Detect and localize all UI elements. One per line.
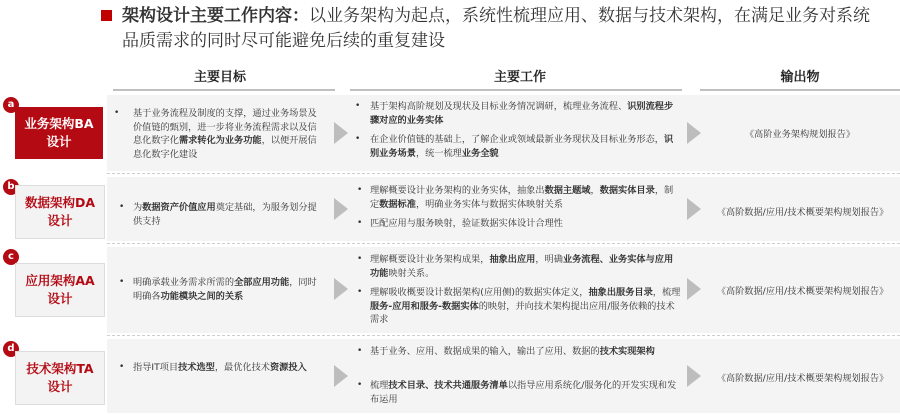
header-rule-output xyxy=(700,89,900,91)
chevron-right-icon xyxy=(334,365,348,387)
bullet-dot-icon: • xyxy=(355,134,361,144)
row-badge-b: b xyxy=(3,179,19,195)
row-separator xyxy=(107,243,900,244)
header-output: 输出物 xyxy=(780,70,820,85)
chevron-right-icon xyxy=(334,198,348,220)
work-ta-1: 基于业务、应用、数据成果的输入，输出了应用、数据的技术实现架构 xyxy=(370,346,655,357)
bullet-dot-icon: • xyxy=(357,254,363,264)
chevron-right-icon xyxy=(687,122,701,144)
row-separator xyxy=(107,173,900,174)
chevron-right-icon xyxy=(687,365,701,387)
bullet-dot-icon: • xyxy=(119,202,125,212)
goal-aa: 明确承载业务需求所需的全部应用功能，同时明确各功能模块之间的关系 xyxy=(133,277,317,302)
chevron-right-icon xyxy=(334,278,348,300)
row-badge-c: c xyxy=(3,249,19,265)
row-label-ta: 技术架构TA 设计 xyxy=(15,351,105,405)
row-separator xyxy=(107,335,900,336)
bullet-dot-icon: • xyxy=(355,101,361,111)
bullet-dot-icon: • xyxy=(114,108,120,118)
row-badge-a: a xyxy=(3,97,19,113)
output-ba: 《高阶业务架构规划报告》 xyxy=(744,129,856,140)
work-ba-1: 基于架构高阶规划及现状及目标业务情况调研，梳理业务流程、识别流程步骤对应的业务实体 xyxy=(370,101,674,126)
bullet-dot-icon: • xyxy=(357,218,363,228)
header-rule-work xyxy=(350,89,682,91)
output-ta: 《高阶数据/应用/技术概要架构规划报告》 xyxy=(716,373,889,384)
bullet-dot-icon: • xyxy=(357,185,363,195)
goal-da: 为数据资产价值应用奠定基础，为服务划分提供支持 xyxy=(133,202,317,227)
work-ta-2: 梳理技术目录、技术共通服务清单以指导应用系统化/服务化的开发实现和发布运用 xyxy=(370,380,677,405)
work-aa-1: 理解概要设计业务架构成果，抽象出应用，明确业务流程、业务实体与应用功能映射关系。 xyxy=(370,254,674,279)
chevron-right-icon xyxy=(687,198,701,220)
row-label-aa: 应用架构AA 设计 xyxy=(15,263,105,317)
work-ba-2: 在企业价值链的基础上，了解企业或领域最新业务现状及目标业务形态，识别业务场景，统一梳理业务全貌 xyxy=(370,134,674,159)
row-badge-d: d xyxy=(3,341,19,357)
output-da: 《高阶数据/应用/技术概要架构规划报告》 xyxy=(716,207,889,218)
row-label-ba: 业务架构BA 设计 xyxy=(15,107,103,159)
work-aa-2: 理解吸收概要设计数据架构(应用侧)的数据实体定义，抽象出服务目录，梳理服务-应用和服务-数据实体的映射，并向技术架构提出应用/服务依赖的技术需求 xyxy=(370,287,681,325)
row-label-da: 数据架构DA 设计 xyxy=(15,185,105,239)
bullet-dot-icon: • xyxy=(357,346,363,356)
goal-ta: 指导IT项目技术选型，最优化技术资源投入 xyxy=(133,362,307,373)
output-aa: 《高阶数据/应用/技术概要架构规划报告》 xyxy=(716,286,889,297)
header-work: 主要工作 xyxy=(493,70,546,85)
bullet-dot-icon: • xyxy=(357,380,363,390)
chevron-right-icon xyxy=(687,278,701,300)
title-marker xyxy=(101,10,112,21)
bullet-dot-icon: • xyxy=(119,362,125,372)
header-rule-goal xyxy=(113,89,335,91)
bullet-dot-icon: • xyxy=(357,287,363,297)
chevron-right-icon xyxy=(334,122,348,144)
page-title: 架构设计主要工作内容：以业务架构为起点，系统性梳理应用、数据与技术架构，在满足业务对系统品质需求的同时尽可能避免后续的重复建设 xyxy=(122,6,870,51)
bullet-dot-icon: • xyxy=(119,277,125,287)
header-goal: 主要目标 xyxy=(193,70,246,85)
goal-ba: 基于业务流程及制度的支撑，通过业务场景及价值链的甄别，进一步将业务流程需求以及信息化数字化需求转化为业务功能，以便开展信息化数字化建设 xyxy=(133,108,317,160)
work-da-2: 匹配应用与服务映射，验证数据实体设计合理性 xyxy=(370,218,563,229)
work-da-1: 理解概要设计业务架构的业务实体，抽象出数据主题域，数据实体目录，制定数据标准，明确业务实体与数据实体映射关系 xyxy=(370,185,674,210)
